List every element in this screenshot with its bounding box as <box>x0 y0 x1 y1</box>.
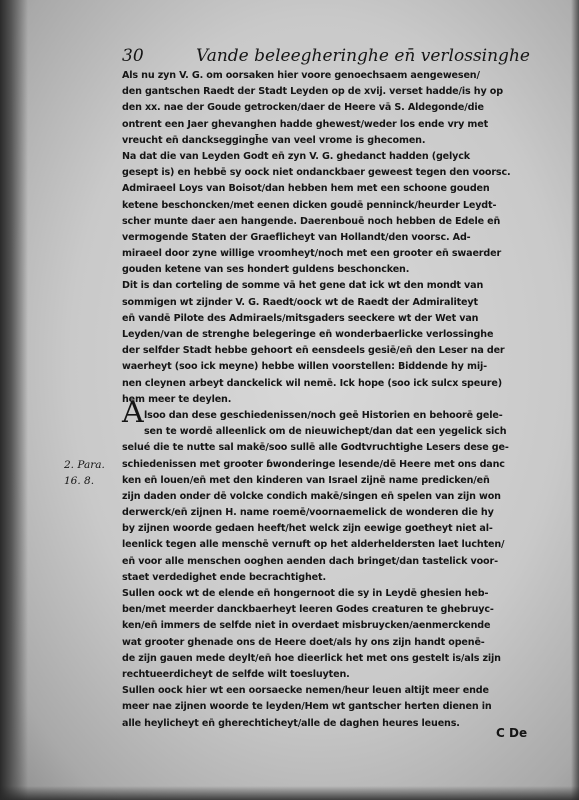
text-line: de zijn gauen mede deylt/en̄ hoe dieerlick het met ons gestelt is/als zijn <box>122 652 501 664</box>
text-line: meer nae zijnen woorde te leyden/Hem wt gantscher herten dienen in <box>122 701 492 713</box>
text-line: den xx. nae der Goude getrocken/daer de Heere vā S. Aldegonde/die <box>122 102 484 114</box>
text-line: ontrent een Jaer ghevanghen hadde ghewest/weder los ende vry met <box>122 118 489 130</box>
text-line: by zijnen woorde gedaen heeft/het welck zijn eewige goetheyt niet al- <box>122 523 493 535</box>
text-line: staet verdedighet ende becrachtighet. <box>122 571 326 583</box>
text-line: vreucht en̄ danckseggingh̄e van veel vrome is ghecomen. <box>122 134 426 146</box>
text-line: den gantschen Raedt der Stadt Leyden op de xvij. verset hadde/is hy op <box>122 86 503 98</box>
text-line: wat grooter ghenade ons de Heere doet/als hy ons zijn handt openē- <box>122 636 485 648</box>
text-line: Als nu zyn V. G. om oorsaken hier voore genoechsaem aengewesen/ <box>122 70 480 81</box>
text-line: miraeel door zyne willige vroomheyt/noch met een grooter en̄ swaerder <box>122 248 502 260</box>
page-number: 30 <box>122 46 144 66</box>
text-line: en̄ voor alle menschen ooghen aenden dach bringet/dan tastelick voor- <box>122 555 498 567</box>
text-line: Na dat die van Leyden Godt en̄ zyn V. G. ghedanct hadden (gelyck <box>122 150 471 162</box>
page-edge-shadow <box>571 0 579 800</box>
margin-note <box>64 457 118 489</box>
text-line: Admiraeel Loys van Boisot/dan hebben hem met een schoone gouden <box>122 183 490 195</box>
text-line: nen cleynen arbeyt danckelick wil nemē. Ick hope (soo ick sulcx speure) <box>122 377 502 389</box>
text-line: gesept is) en hebbē sy oock niet ondanckbaer geweest tegen den voorsc. <box>122 167 511 179</box>
text-line: selué die te nutte sal makē/soo sullē alle Godtvruchtighe Lesers dese ge- <box>122 442 509 454</box>
text-line: Leyden/van de strenghe belegeringe en̄ wonderbaerlicke verlossinghe <box>122 329 494 340</box>
text-line: scher munte daer aen hangende. Daerenbouē noch hebben de Edele en̄ <box>122 215 501 227</box>
text-line: gouden ketene van ses hondert guldens beschoncken. <box>122 264 410 276</box>
margin-note-line: 16. 8. <box>64 475 95 487</box>
body-text <box>122 68 542 732</box>
text-line: vermogende Staten der Graeflicheyt van Hollandt/den voorsc. Ad- <box>122 231 471 243</box>
drop-capital: A <box>122 395 144 430</box>
page-gutter-shadow <box>0 0 28 800</box>
catchword: C De <box>496 726 528 740</box>
text-line: ketene beschoncken/met eenen dicken goudē penninck/heurder Leydt- <box>122 199 497 211</box>
text-line: rechtueerdicheyt de selfde wilt toesluyten. <box>122 668 350 680</box>
text-line: schiedenissen met grooter ɓwonderinge lesende/dē Heere met ons danc <box>122 458 505 470</box>
text-line: Dit is dan corteling de somme vā het gene dat ick wt den mondt van <box>122 280 484 292</box>
text-line: Sullen oock wt de elende en̄ hongernoot die sy in Leydē ghesien heb- <box>122 588 489 599</box>
page-bottom-shadow <box>0 786 579 800</box>
text-line: ken/en̄ immers de selfde niet in overdaet misbruycken/aenmerckende <box>122 620 491 632</box>
text-line: lsoo dan dese geschiedenissen/noch geē Historien en behoorē gele- <box>144 409 503 421</box>
text-line: hem meer te deylen. <box>122 393 232 405</box>
text-line: waerheyt (soo ick meyne) hebbe willen voorstellen: Biddende hy mij- <box>122 361 487 373</box>
text-line: ken en̄ louen/en̄ met den kinderen van Israel zijnē name predicken/en̄ <box>122 474 490 486</box>
text-line: sen te wordē alleenlick om de nieuwichept/dan dat een yegelick sich <box>144 426 507 438</box>
text-line: zijn daden onder dē volcke condich makē/singen en̄ spelen van zijn won <box>122 490 501 502</box>
page-header <box>122 46 542 68</box>
running-head: Vande beleegheringhe en̄ verlossinghe <box>196 46 530 66</box>
text-line: der selfder Stadt hebbe gehoort en̄ eensdeels gesiē/en̄ den Leser na der <box>122 345 505 357</box>
text-line: sommigen wt zijnder V. G. Raedt/oock wt de Raedt der Admiraliteyt <box>122 296 478 308</box>
text-line: en̄ vandē Pilote des Admiraels/mitsgaders seeckere wt der Wet van <box>122 312 479 324</box>
text-line: derwerck/en̄ zijnen H. name roemē/voornaemelick de wonderen die hy <box>122 507 494 519</box>
text-line: ben/met meerder danckbaerheyt leeren Godes creaturen te ghebruyc- <box>122 604 494 616</box>
text-line: alle heylicheyt en̄ gherechticheyt/alle de daghen heures leuens. <box>122 717 460 729</box>
text-line: Sullen oock hier wt een oorsaecke nemen/heur leuen altijt meer ende <box>122 685 489 697</box>
text-line: leenlick tegen alle menschē vernuft op het alderheldersten laet luchten/ <box>122 539 505 551</box>
margin-note-line: 2. Para. <box>64 459 105 471</box>
